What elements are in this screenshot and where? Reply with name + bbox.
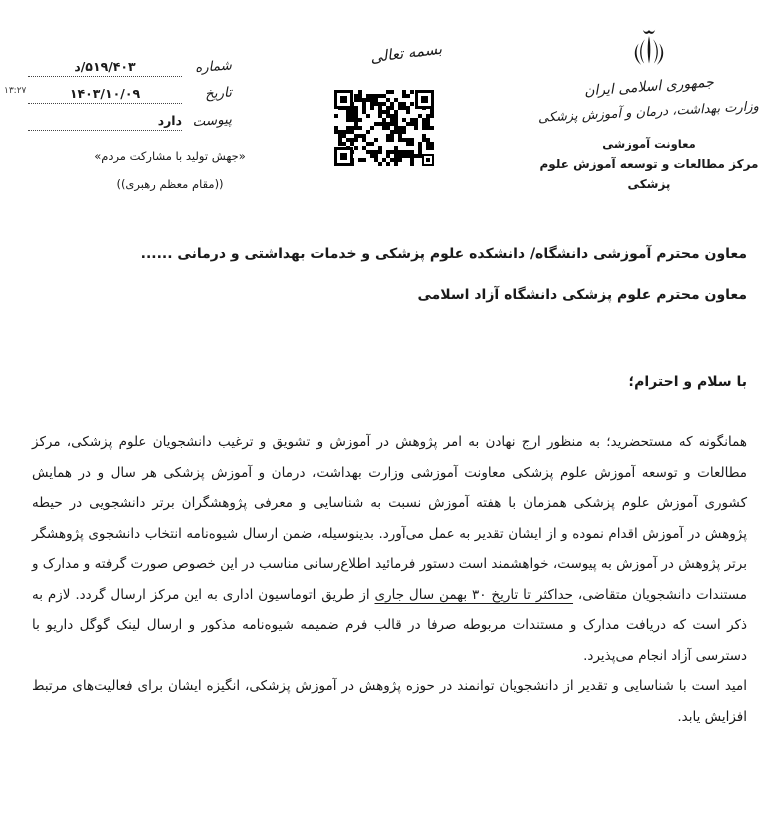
qr-finder-icon: [334, 147, 353, 166]
letter-attachment-value: دارد: [28, 112, 182, 131]
slogan-line-1: «جهش تولید با مشارکت مردم»: [94, 149, 246, 163]
year-slogan: [92, 142, 248, 198]
letter-number-value: د/۵۱۹/۴۰۳: [28, 58, 182, 77]
letter-attachment-row: [28, 104, 232, 131]
org-ministry-name: وزارت بهداشت، درمان و آموزش پزشکی: [537, 99, 760, 126]
letterhead: [539, 26, 759, 194]
qr-finder-icon: [415, 90, 434, 109]
letter-date-label: تاریخ: [204, 84, 233, 103]
salutation: با سلام و احترام؛: [628, 374, 747, 390]
letter-body: [32, 427, 747, 732]
letter-meta: [28, 50, 232, 131]
qr-finder-icon: [334, 90, 353, 109]
recipients-block: [32, 234, 747, 316]
letter-number-label: شماره: [194, 57, 233, 77]
letter-date-value: ۱۴۰۳/۱۰/۰۹: [28, 85, 182, 104]
besmele-calligraphy: بسمه تعالی: [369, 39, 443, 67]
qr-alignment-icon: [422, 154, 434, 166]
letter-date-row: [28, 77, 232, 104]
recipient-line-2: معاون محترم علوم پزشکی دانشگاه آزاد اسلامی: [417, 287, 747, 303]
body-paragraph-1: همانگونه که مستحضرید؛ به منظور ارج نهادن به امر پژوهش در آموزش و تشویق و ترغیب دانشجویان علوم پزشکی، مرکز مطالعات و توسعه آموزش علوم پزشکی معاونت آموزشی وزارت بهداشت، درمان و آموزش پزشکی هر سال و در همایش کشوری آموزش علوم پزشکی همزمان با هفته آموزش نسبت به شناسایی و معرفی پژوهشگران برتر دانشجویی در حیطه پژوهش در آموزش اقدام نموده و از ایشان تقدیر به عمل می‌آورد. بدینوسیله، ضمن ارسال شیوه‌نامه انتخاب دانشجوی پژوهشگر برتر پژوهش در آموزش به پیوست، خواهشمند است دستور فرمائید اطلاع‌رسانی مناسب در این خصوص صورت گرفته و مدارک و مستندات دانشجویان متقاضی، حداکثر تا تاریخ ۳۰ بهمن سال جاری از طریق اتوماسیون اداری به این مرکز ارسال گردد. لازم به ذکر است که دریافت مدارک و مستندات مربوطه صرفا در قالب فرم ضمیمه شیوه‌نامه مذکور و ارسال لینک گوگل داریو با دسترسی آزاد انجام می‌پذیرد.: [31, 434, 748, 664]
recipient-line-1: معاون محترم آموزشی دانشگاه/ دانشکده علوم پزشکی و خدمات بهداشتی و درمانی ......: [140, 246, 747, 262]
slogan-line-2: ((مقام معظم رهبری)): [116, 177, 224, 191]
qr-code: [334, 90, 434, 166]
iran-emblem-icon: [627, 26, 671, 72]
letter-number-row: [28, 50, 232, 77]
org-center-name: مرکز مطالعات و توسعه آموزش علوم پزشکی: [539, 157, 759, 191]
org-deputy-name: معاونت آموزشی: [602, 137, 696, 151]
body-paragraph-2: امید است با شناسایی و تقدیر از دانشجویان توانمند در حوزه پژوهش در آموزش پزشکی، انگیزه ایشان برای فعالیت‌های مرتبط افزایش یابد.: [32, 678, 747, 725]
org-country-name: جمهوری اسلامی ایران: [583, 74, 715, 100]
fax-timestamp: ۱۳:۲۷: [4, 86, 27, 96]
letter-attachment-label: پیوست: [191, 111, 233, 131]
